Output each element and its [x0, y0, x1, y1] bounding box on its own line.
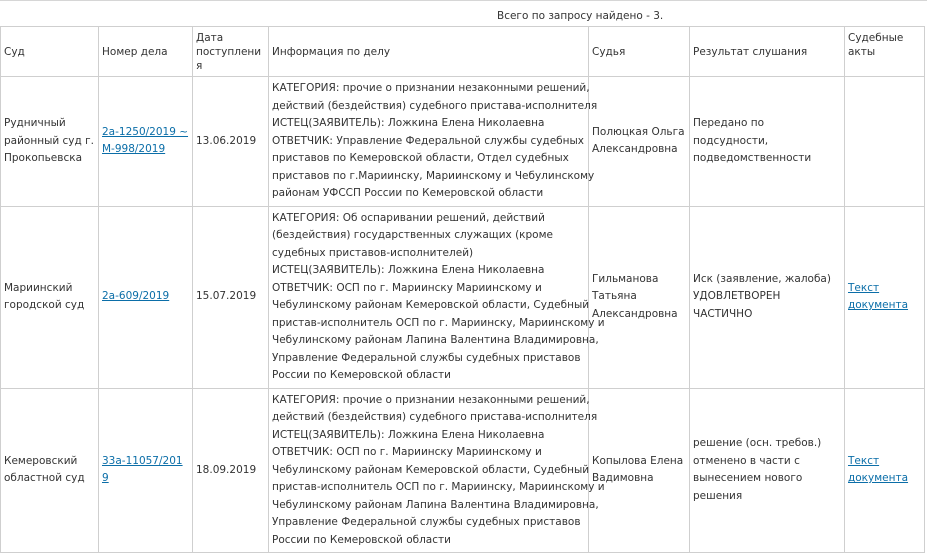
cell-date: 18.09.2019	[193, 388, 269, 553]
cell-judge: Копылова Елена Вадимовна	[589, 388, 690, 553]
cell-court: Рудничный районный суд г. Прокопьевска	[1, 77, 99, 207]
case-info-line: КАТЕГОРИЯ: прочие о признании незаконными решений,	[272, 82, 590, 94]
cell-judge: Гильманова Татьяна Александровна	[589, 206, 690, 388]
case-info-line: действий (бездействия) судебного пристава-исполнителя	[272, 99, 598, 112]
table-header-row	[1, 27, 925, 77]
case-info-line: приставов по Кемеровской области, Отдел судебных	[272, 152, 569, 164]
document-text-link[interactable]: Текст документа	[848, 454, 909, 485]
document-text-link[interactable]: Текст документа	[848, 281, 909, 311]
case-info-line: пристав-исполнитель ОСП по г. Мариинску, Мариинскому и	[272, 481, 605, 493]
case-info-line: приставов по г.Мариинску, Мариинскому и Чебулинскому	[272, 169, 595, 182]
case-info-line: Управление Федеральной службы судебных приставов	[272, 516, 581, 528]
case-info-line: судебных приставов-исполнителей)	[272, 246, 474, 259]
case-info-line: пристав-исполнитель ОСП по г. Мариинску, Мариинскому и	[272, 316, 605, 329]
header-date-received: Дата поступления	[193, 27, 269, 77]
case-info-line: (бездействия) государственных служащих (кроме	[272, 229, 553, 241]
case-info-line: ОТВЕТЧИК: ОСП по г. Мариинску Мариинскому и	[272, 281, 542, 294]
cell-acts	[845, 77, 925, 207]
case-info-line: КАТЕГОРИЯ: прочие о признании незаконными решений,	[272, 393, 590, 406]
cell-case-number	[99, 206, 193, 388]
case-info-line: Чебулинскому районам Кемеровской области, Судебный	[272, 463, 590, 476]
cell-case-info	[269, 77, 598, 207]
table-row	[1, 388, 925, 553]
cell-date: 15.07.2019	[193, 206, 269, 388]
table-row	[1, 77, 925, 207]
header-case-number: Номер дела	[99, 27, 193, 77]
case-number-link[interactable]: 2а-609/2019	[102, 290, 170, 303]
case-info-line: Управление Федеральной службы судебных приставов	[272, 351, 581, 364]
case-info-line: Чебулинскому районам Кемеровской области, Судебный	[272, 299, 590, 311]
case-number-link[interactable]: 33а-11057/2019	[102, 454, 183, 485]
header-case-info: Информация по делу	[269, 27, 589, 77]
results-count: Всего по запросу найдено - 3.	[497, 10, 664, 22]
header-acts: Судебные акты	[845, 27, 925, 77]
header-result: Результат слушания	[690, 27, 845, 77]
cell-acts	[845, 388, 925, 553]
case-info-line: России по Кемеровской области	[272, 533, 451, 546]
cell-court: Мариинский городской суд	[1, 206, 99, 388]
case-info-line: ИСТЕЦ(ЗАЯВИТЕЛЬ): Ложкина Елена Николаевна	[272, 264, 545, 276]
cell-judge: Полюцкая Ольга Александровна	[589, 77, 690, 207]
results-table	[0, 26, 925, 553]
top-divider	[0, 0, 927, 4]
cell-case-info	[269, 206, 605, 388]
cell-date: 13.06.2019	[193, 77, 269, 207]
cell-court: Кемеровский областной суд	[1, 388, 99, 553]
cell-result: решение (осн. требов.) отменено в части с вынесением нового решения	[690, 388, 845, 553]
case-info-line: Чебулинскому районам Лапина Валентина Владимировна,	[272, 334, 599, 346]
header-judge: Судья	[589, 27, 690, 77]
case-number-link[interactable]: 2а-1250/2019 ~ М-998/2019	[102, 125, 189, 156]
case-info-line: ИСТЕЦ(ЗАЯВИТЕЛЬ): Ложкина Елена Николаевна	[272, 428, 545, 441]
cell-case-number	[99, 388, 193, 553]
table-row	[1, 206, 925, 388]
cell-case-number	[99, 77, 193, 207]
case-info-line: России по Кемеровской области	[272, 369, 451, 381]
case-info-line: ОТВЕТЧИК: Управление Федеральной службы судебных	[272, 134, 585, 147]
case-info-line: КАТЕГОРИЯ: Об оспаривании решений, действий	[272, 211, 545, 224]
case-info-line: Чебулинскому районам Лапина Валентина Владимировна,	[272, 498, 599, 511]
header-court: Суд	[1, 27, 99, 77]
cell-acts	[845, 206, 925, 388]
case-info-line: действий (бездействия) судебного пристава-исполнителя	[272, 411, 598, 423]
cell-result: Передано по подсудности, подведомственности	[690, 77, 845, 207]
case-info-line: ОТВЕТЧИК: ОСП по г. Мариинску Мариинскому и	[272, 446, 542, 458]
case-info-line: ИСТЕЦ(ЗАЯВИТЕЛЬ): Ложкина Елена Николаевна	[272, 117, 545, 129]
case-info-line: районам УФССП России по Кемеровской области	[272, 187, 544, 199]
cell-case-info	[269, 388, 605, 553]
cell-result: Иск (заявление, жалоба) УДОВЛЕТВОРЕН ЧАСТИЧНО	[690, 206, 845, 388]
